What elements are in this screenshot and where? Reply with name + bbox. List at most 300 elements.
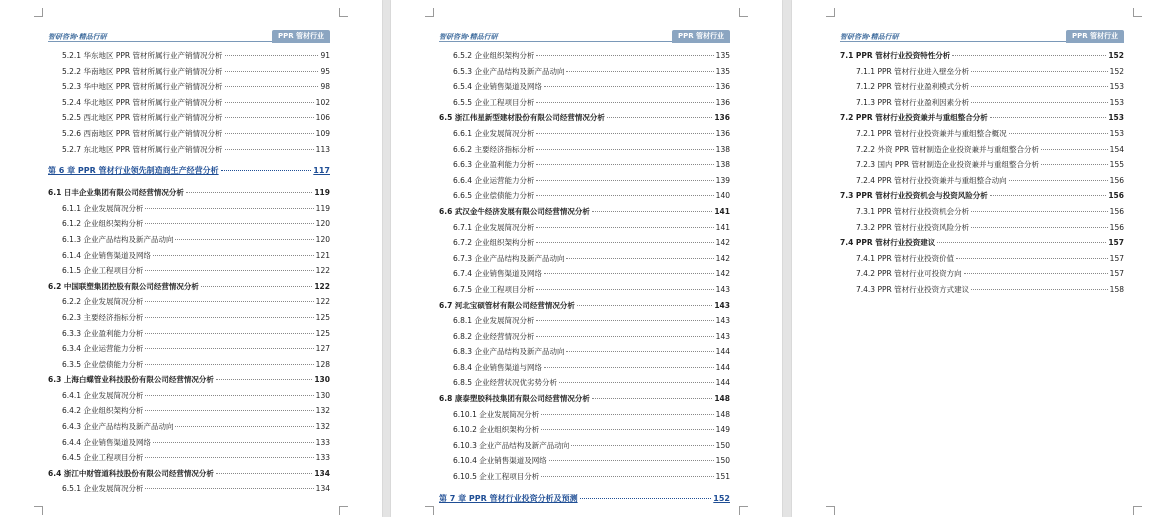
toc-subsection-link[interactable] xyxy=(439,268,730,284)
toc-page-number: 125 xyxy=(315,328,330,338)
toc-entry-label: 6.6.3 企业盈利能力分析 xyxy=(453,160,535,170)
toc-page-number: 156 xyxy=(1109,175,1124,185)
toc-page-number: 152 xyxy=(1109,66,1124,76)
toc-subsection-link[interactable] xyxy=(439,253,730,269)
toc-dot-leader xyxy=(536,335,713,337)
toc-dot-leader xyxy=(536,194,713,196)
toc-dot-leader xyxy=(990,116,1107,118)
toc-dot-leader xyxy=(536,148,713,150)
toc-entry-label: 6.2.3 主要经济指标分析 xyxy=(62,312,144,322)
toc-page-number: 152 xyxy=(1108,51,1124,60)
toc-dot-leader xyxy=(1009,132,1108,134)
toc-subsection-link[interactable] xyxy=(840,206,1124,222)
toc-dot-leader xyxy=(971,226,1108,228)
toc-subsection-link[interactable] xyxy=(48,265,330,281)
toc-section-link[interactable] xyxy=(439,206,730,222)
toc-page-number: 132 xyxy=(315,406,330,416)
toc-entry-label: 7.2.2 外资 PPR 管材制造企业投资兼并与重组整合分析 xyxy=(856,144,1039,154)
toc-entry-label: 6.6 武汉金牛经济发展有限公司经营情况分析 xyxy=(439,206,590,216)
toc-subsection-link[interactable] xyxy=(840,81,1124,97)
toc-page-number: 144 xyxy=(715,347,730,357)
toc-dot-leader xyxy=(971,101,1108,103)
toc-entry-label: 6.7.3 企业产品结构及新产品动向 xyxy=(453,253,565,263)
toc-subsection-link[interactable] xyxy=(48,203,330,219)
toc-subsection-link[interactable] xyxy=(48,66,330,82)
crop-mark xyxy=(339,8,348,17)
toc-dot-leader xyxy=(541,413,713,415)
toc-page-number: 134 xyxy=(314,468,330,478)
toc-entry-label: 6.4.2 企业组织架构分析 xyxy=(62,406,144,416)
toc-entry-label: 6.8.5 企业经营状况优劣势分析 xyxy=(453,378,557,388)
crop-mark xyxy=(739,8,748,17)
toc-subsection-link[interactable] xyxy=(439,237,730,253)
toc-subsection-link[interactable] xyxy=(48,128,330,144)
toc-page-number: 153 xyxy=(1109,128,1124,138)
toc-dot-leader xyxy=(186,191,312,193)
toc-dot-leader xyxy=(536,101,713,103)
toc-entry-label: 7.4.3 PPR 管材行业投资方式建议 xyxy=(856,284,970,294)
toc-dot-leader xyxy=(544,366,714,368)
toc-entry-label: 5.2.2 华南地区 PPR 管材所属行业产销情况分析 xyxy=(62,66,223,76)
toc-subsection-link[interactable] xyxy=(439,424,730,440)
toc-entry-label: 6.4.5 企业工程项目分析 xyxy=(62,453,144,463)
toc-subsection-link[interactable] xyxy=(439,331,730,347)
toc-dot-leader xyxy=(145,456,313,458)
toc-dot-leader xyxy=(536,288,713,290)
toc-page-number: 135 xyxy=(715,51,730,60)
toc-page-number: 132 xyxy=(315,422,330,432)
toc-entry-label: 6.6.2 主要经济指标分析 xyxy=(453,144,535,154)
crop-mark xyxy=(425,506,434,515)
toc-entry-label: 6.2.2 企业发展简况分析 xyxy=(62,297,144,307)
toc-section-link[interactable] xyxy=(48,187,330,203)
toc-subsection-link[interactable] xyxy=(48,437,330,453)
header-tag: PPR 管材行业 xyxy=(1066,30,1124,43)
toc-page-number: 120 xyxy=(315,234,330,244)
crop-mark xyxy=(34,8,43,17)
toc-page-number: 95 xyxy=(320,66,330,76)
toc-dot-leader xyxy=(145,394,313,396)
toc-subsection-link[interactable] xyxy=(439,97,730,113)
toc-list xyxy=(840,50,1124,300)
toc-page-number: 133 xyxy=(315,453,330,463)
toc-subsection-link[interactable] xyxy=(439,66,730,82)
toc-page-number: 143 xyxy=(715,316,730,326)
toc-entry-label: 第 6 章 PPR 管材行业领先制造商生产经营分析 xyxy=(48,166,219,176)
page-header xyxy=(439,30,730,44)
toc-subsection-link[interactable] xyxy=(439,377,730,393)
toc-page-number: 122 xyxy=(315,297,330,307)
toc-entry-label: 6.5.2 企业组织架构分析 xyxy=(453,51,535,60)
toc-subsection-link[interactable] xyxy=(48,405,330,421)
toc-page-number: 138 xyxy=(715,144,730,154)
toc-entry-label: 6.3.5 企业偿债能力分析 xyxy=(62,359,144,369)
toc-dot-leader xyxy=(964,272,1108,274)
toc-entry-label: 6.1.2 企业组织架构分析 xyxy=(62,219,144,229)
document-page-1 xyxy=(0,0,382,517)
toc-subsection-link[interactable] xyxy=(439,128,730,144)
toc-page-number: 158 xyxy=(1109,284,1124,294)
header-rule xyxy=(439,41,672,42)
toc-dot-leader xyxy=(225,101,314,103)
toc-subsection-link[interactable] xyxy=(48,50,330,66)
toc-dot-leader xyxy=(536,163,713,165)
toc-subsection-link[interactable] xyxy=(48,81,330,97)
toc-dot-leader xyxy=(153,441,314,443)
toc-section-link[interactable] xyxy=(48,374,330,390)
toc-dot-leader xyxy=(971,210,1108,212)
toc-entry-label: 7.1.2 PPR 管材行业盈利模式分析 xyxy=(856,82,970,92)
toc-entry-label: 5.2.1 华东地区 PPR 管材所属行业产销情况分析 xyxy=(62,51,223,60)
toc-subsection-link[interactable] xyxy=(48,97,330,113)
toc-page-number: 102 xyxy=(315,97,330,107)
toc-dot-leader xyxy=(544,85,714,87)
toc-page-number: 142 xyxy=(715,253,730,263)
toc-subsection-link[interactable] xyxy=(439,346,730,362)
toc-dot-leader xyxy=(175,238,313,240)
toc-dot-leader xyxy=(956,257,1108,259)
toc-subsection-link[interactable] xyxy=(48,312,330,328)
toc-dot-leader xyxy=(607,116,712,118)
toc-page-number: 98 xyxy=(320,82,330,92)
toc-subsection-link[interactable] xyxy=(840,284,1124,300)
crop-mark xyxy=(739,506,748,515)
toc-entry-label: 6.7.1 企业发展简况分析 xyxy=(453,222,535,232)
toc-page-number: 128 xyxy=(315,359,330,369)
toc-subsection-link[interactable] xyxy=(48,112,330,128)
toc-dot-leader xyxy=(225,70,319,72)
toc-page-number: 144 xyxy=(715,362,730,372)
toc-dot-leader xyxy=(937,241,1106,243)
toc-page-number: 150 xyxy=(715,440,730,450)
toc-page-number: 155 xyxy=(1109,160,1124,170)
toc-dot-leader xyxy=(541,475,713,477)
toc-dot-leader xyxy=(971,70,1108,72)
toc-page-number: 119 xyxy=(315,203,330,213)
toc-dot-leader xyxy=(549,459,714,461)
toc-page-number: 141 xyxy=(715,222,730,232)
toc-entry-label: 6.4 浙江中财管道科技股份有限公司经营情况分析 xyxy=(48,468,214,478)
toc-subsection-link[interactable] xyxy=(48,343,330,359)
toc-list xyxy=(48,50,330,499)
toc-dot-leader xyxy=(536,226,713,228)
toc-subsection-link[interactable] xyxy=(439,471,730,487)
toc-entry-label: 6.3.3 企业盈利能力分析 xyxy=(62,328,144,338)
toc-subsection-link[interactable] xyxy=(439,440,730,456)
toc-section-link[interactable] xyxy=(840,237,1124,253)
document-page-2 xyxy=(391,0,782,517)
toc-entry-label: 6.7.2 企业组织架构分析 xyxy=(453,238,535,248)
toc-dot-leader xyxy=(566,257,713,259)
toc-page-number: 91 xyxy=(320,51,330,60)
toc-subsection-link[interactable] xyxy=(439,315,730,331)
toc-entry-label: 6.10.2 企业组织架构分析 xyxy=(453,425,540,435)
toc-subsection-link[interactable] xyxy=(48,218,330,234)
toc-subsection-link[interactable] xyxy=(439,455,730,471)
crop-mark xyxy=(425,8,434,17)
toc-dot-leader xyxy=(536,132,713,134)
toc-entry-label: 6.1 日丰企业集团有限公司经营情况分析 xyxy=(48,188,184,198)
toc-subsection-link[interactable] xyxy=(840,253,1124,269)
toc-entry-label: 6.1.4 企业销售渠道及网络 xyxy=(62,250,151,260)
toc-page-number: 130 xyxy=(315,390,330,400)
toc-entry-label: 7.4 PPR 管材行业投资建议 xyxy=(840,238,936,248)
toc-entry-label: 7.3.1 PPR 管材行业投资机会分析 xyxy=(856,206,970,216)
toc-subsection-link[interactable] xyxy=(48,250,330,266)
toc-entry-label: 7.2.4 PPR 管材行业投资兼并与重组整合动向 xyxy=(856,175,1007,185)
toc-page-number: 154 xyxy=(1109,144,1124,154)
toc-dot-leader xyxy=(153,254,314,256)
toc-entry-label: 7.1.3 PPR 管材行业盈利因素分析 xyxy=(856,97,970,107)
toc-entry-label: 6.7.4 企业销售渠道及网络 xyxy=(453,269,542,279)
toc-entry-label: 6.8.3 企业产品结构及新产品动向 xyxy=(453,347,565,357)
toc-dot-leader xyxy=(1009,179,1108,181)
toc-page-number: 122 xyxy=(314,281,330,291)
toc-section-link[interactable] xyxy=(439,112,730,128)
toc-page-number: 143 xyxy=(715,284,730,294)
toc-entry-label: 6.10.5 企业工程项目分析 xyxy=(453,472,540,482)
crop-mark xyxy=(34,506,43,515)
toc-entry-label: 7.2 PPR 管材行业投资兼并与重组整合分析 xyxy=(840,113,988,123)
toc-page-number: 135 xyxy=(715,66,730,76)
toc-entry-label: 6.10.4 企业销售渠道及网络 xyxy=(453,456,547,466)
toc-section-link[interactable] xyxy=(840,112,1124,128)
toc-dot-leader xyxy=(201,285,312,287)
toc-dot-leader xyxy=(216,472,312,474)
toc-page-number: 139 xyxy=(715,175,730,185)
toc-entry-label: 6.7.5 企业工程项目分析 xyxy=(453,284,535,294)
toc-dot-leader xyxy=(216,378,312,380)
header-rule xyxy=(48,41,272,42)
toc-subsection-link[interactable] xyxy=(48,452,330,468)
toc-dot-leader xyxy=(971,288,1108,290)
page-header xyxy=(48,30,330,44)
toc-subsection-link[interactable] xyxy=(439,50,730,66)
toc-section-link[interactable] xyxy=(840,190,1124,206)
toc-entry-label: 6.5.4 企业销售渠道及网络 xyxy=(453,82,542,92)
toc-dot-leader xyxy=(145,269,313,271)
header-rule xyxy=(840,41,1066,42)
toc-entry-label: 6.5.5 企业工程项目分析 xyxy=(453,97,535,107)
toc-page-number: 150 xyxy=(715,456,730,466)
crop-mark xyxy=(1133,506,1142,515)
toc-entry-label: 7.4.1 PPR 管材行业投资价值 xyxy=(856,253,955,263)
crop-mark xyxy=(826,8,835,17)
toc-page-number: 121 xyxy=(315,250,330,260)
toc-dot-leader xyxy=(225,54,319,56)
toc-entry-label: 6.5.1 企业发展简况分析 xyxy=(62,484,144,494)
toc-page-number: 157 xyxy=(1109,269,1124,279)
toc-entry-label: 5.2.7 东北地区 PPR 管材所属行业产销情况分析 xyxy=(62,144,223,154)
toc-dot-leader xyxy=(145,207,313,209)
toc-page-number: 125 xyxy=(315,312,330,322)
toc-subsection-link[interactable] xyxy=(439,81,730,97)
toc-section-link[interactable] xyxy=(48,281,330,297)
toc-section-link[interactable] xyxy=(48,468,330,484)
toc-entry-label: 6.3.4 企业运营能力分析 xyxy=(62,344,144,354)
toc-dot-leader xyxy=(566,70,713,72)
toc-dot-leader xyxy=(580,497,712,499)
toc-entry-label: 6.3 上海白蝶管业科技股份有限公司经营情况分析 xyxy=(48,375,214,385)
toc-section-link[interactable] xyxy=(439,393,730,409)
toc-dot-leader xyxy=(544,272,714,274)
toc-subsection-link[interactable] xyxy=(439,144,730,160)
toc-entry-label: 6.8.2 企业经营情况分析 xyxy=(453,331,535,341)
toc-entry-label: 6.4.3 企业产品结构及新产品动向 xyxy=(62,422,174,432)
header-brand: 智研咨询·精品行研 xyxy=(439,33,498,41)
toc-subsection-link[interactable] xyxy=(48,296,330,312)
toc-subsection-link[interactable] xyxy=(840,66,1124,82)
toc-dot-leader xyxy=(145,332,313,334)
toc-entry-label: 6.8.4 企业销售渠道与网络 xyxy=(453,362,542,372)
toc-page-number: 120 xyxy=(315,219,330,229)
toc-page-number: 148 xyxy=(715,409,730,419)
toc-page-number: 142 xyxy=(715,238,730,248)
toc-page-number: 142 xyxy=(715,269,730,279)
toc-subsection-link[interactable] xyxy=(48,421,330,437)
toc-page-number: 133 xyxy=(315,437,330,447)
toc-page-number: 136 xyxy=(715,97,730,107)
toc-dot-leader xyxy=(221,169,312,171)
toc-entry-label: 6.8.1 企业发展简况分析 xyxy=(453,316,535,326)
toc-dot-leader xyxy=(145,347,313,349)
toc-entry-label: 6.6.4 企业运营能力分析 xyxy=(453,175,535,185)
toc-subsection-link[interactable] xyxy=(48,328,330,344)
toc-entry-label: 7.2.3 国内 PPR 管材制造企业投资兼并与重组整合分析 xyxy=(856,160,1039,170)
toc-dot-leader xyxy=(536,179,713,181)
toc-entry-label: 6.4.4 企业销售渠道及网络 xyxy=(62,437,151,447)
toc-entry-label: 6.1.5 企业工程项目分析 xyxy=(62,266,144,276)
toc-page-number: 156 xyxy=(1109,206,1124,216)
page-header xyxy=(840,30,1124,44)
toc-entry-label: 6.6.5 企业偿债能力分析 xyxy=(453,191,535,201)
toc-page-number: 140 xyxy=(715,191,730,201)
crop-mark xyxy=(826,506,835,515)
document-page-3 xyxy=(792,0,1176,517)
toc-page-number: 134 xyxy=(315,484,330,494)
toc-dot-leader xyxy=(225,148,314,150)
toc-entry-label: 7.3 PPR 管材行业投资机会与投资风险分析 xyxy=(840,191,988,201)
toc-dot-leader xyxy=(1041,163,1108,165)
toc-dot-leader xyxy=(225,132,314,134)
toc-entry-label: 7.1 PPR 管材行业投资特性分析 xyxy=(840,51,951,60)
toc-page-number: 157 xyxy=(1108,238,1124,248)
toc-chapter-link[interactable] xyxy=(48,165,330,185)
toc-page-number: 113 xyxy=(315,144,330,154)
toc-subsection-link[interactable] xyxy=(439,362,730,378)
toc-subsection-link[interactable] xyxy=(48,390,330,406)
toc-subsection-link[interactable] xyxy=(48,144,330,160)
toc-subsection-link[interactable] xyxy=(840,97,1124,113)
toc-page-number: 153 xyxy=(1109,82,1124,92)
toc-entry-label: 6.6.1 企业发展简况分析 xyxy=(453,128,535,138)
toc-page-number: 153 xyxy=(1108,113,1124,123)
toc-page-number: 157 xyxy=(1109,253,1124,263)
toc-page-number: 117 xyxy=(313,166,330,176)
toc-dot-leader xyxy=(566,350,713,352)
toc-dot-leader xyxy=(145,363,313,365)
toc-dot-leader xyxy=(990,194,1107,196)
toc-subsection-link[interactable] xyxy=(439,409,730,425)
toc-dot-leader xyxy=(225,116,314,118)
toc-page-number: 106 xyxy=(315,113,330,123)
toc-dot-leader xyxy=(536,54,713,56)
toc-subsection-link[interactable] xyxy=(439,190,730,206)
toc-subsection-link[interactable] xyxy=(439,222,730,238)
toc-dot-leader xyxy=(536,241,713,243)
toc-page-number: 151 xyxy=(715,472,730,482)
toc-chapter-link[interactable] xyxy=(439,493,730,513)
toc-section-link[interactable] xyxy=(840,50,1124,66)
header-tag: PPR 管材行业 xyxy=(272,30,330,43)
toc-page-number: 152 xyxy=(713,493,730,503)
toc-entry-label: 7.1.1 PPR 管材行业进入壁垒分析 xyxy=(856,66,970,76)
toc-entry-label: 5.2.4 华北地区 PPR 管材所属行业产销情况分析 xyxy=(62,97,223,107)
toc-page-number: 136 xyxy=(714,113,730,123)
toc-page-number: 138 xyxy=(715,160,730,170)
toc-page-number: 149 xyxy=(715,425,730,435)
toc-entry-label: 6.5.3 企业产品结构及新产品动向 xyxy=(453,66,565,76)
toc-page-number: 130 xyxy=(314,375,330,385)
toc-dot-leader xyxy=(592,210,712,212)
toc-entry-label: 6.8 康泰塑胶科技集团有限公司经营情况分析 xyxy=(439,394,590,404)
toc-entry-label: 5.2.6 西南地区 PPR 管材所属行业产销情况分析 xyxy=(62,128,223,138)
toc-dot-leader xyxy=(145,409,313,411)
toc-dot-leader xyxy=(145,487,313,489)
toc-dot-leader xyxy=(225,85,319,87)
toc-page-number: 127 xyxy=(315,344,330,354)
toc-entry-label: 第 7 章 PPR 管材行业投资分析及预测 xyxy=(439,493,578,503)
toc-subsection-link[interactable] xyxy=(48,483,330,499)
toc-entry-label: 6.4.1 企业发展简况分析 xyxy=(62,390,144,400)
toc-subsection-link[interactable] xyxy=(840,222,1124,238)
toc-subsection-link[interactable] xyxy=(840,144,1124,160)
toc-subsection-link[interactable] xyxy=(48,359,330,375)
toc-subsection-link[interactable] xyxy=(840,159,1124,175)
toc-entry-label: 6.1.3 企业产品结构及新产品动向 xyxy=(62,234,174,244)
toc-dot-leader xyxy=(541,428,713,430)
toc-dot-leader xyxy=(571,444,713,446)
toc-section-link[interactable] xyxy=(439,300,730,316)
toc-page-number: 148 xyxy=(714,394,730,404)
toc-page-number: 122 xyxy=(315,266,330,276)
toc-subsection-link[interactable] xyxy=(439,175,730,191)
toc-page-number: 144 xyxy=(715,378,730,388)
toc-subsection-link[interactable] xyxy=(439,284,730,300)
toc-dot-leader xyxy=(145,222,313,224)
toc-entry-label: 6.5 浙江伟星新型建材股份有限公司经营情况分析 xyxy=(439,113,605,123)
toc-page-number: 119 xyxy=(314,188,330,198)
toc-dot-leader xyxy=(145,316,313,318)
toc-dot-leader xyxy=(952,54,1106,56)
toc-page-number: 109 xyxy=(315,128,330,138)
crop-mark xyxy=(1133,8,1142,17)
toc-subsection-link[interactable] xyxy=(840,175,1124,191)
toc-subsection-link[interactable] xyxy=(439,159,730,175)
toc-dot-leader xyxy=(1041,148,1108,150)
toc-subsection-link[interactable] xyxy=(840,128,1124,144)
toc-page-number: 156 xyxy=(1108,191,1124,201)
toc-entry-label: 6.10.3 企业产品结构及新产品动向 xyxy=(453,440,570,450)
header-brand: 智研咨询·精品行研 xyxy=(48,33,107,41)
header-tag: PPR 管材行业 xyxy=(672,30,730,43)
toc-entry-label: 7.4.2 PPR 管材行业可投资方向 xyxy=(856,269,962,279)
toc-subsection-link[interactable] xyxy=(48,234,330,250)
toc-entry-label: 5.2.5 西北地区 PPR 管材所属行业产销情况分析 xyxy=(62,113,223,123)
toc-dot-leader xyxy=(592,397,712,399)
toc-subsection-link[interactable] xyxy=(840,268,1124,284)
header-brand: 智研咨询·精品行研 xyxy=(840,33,899,41)
